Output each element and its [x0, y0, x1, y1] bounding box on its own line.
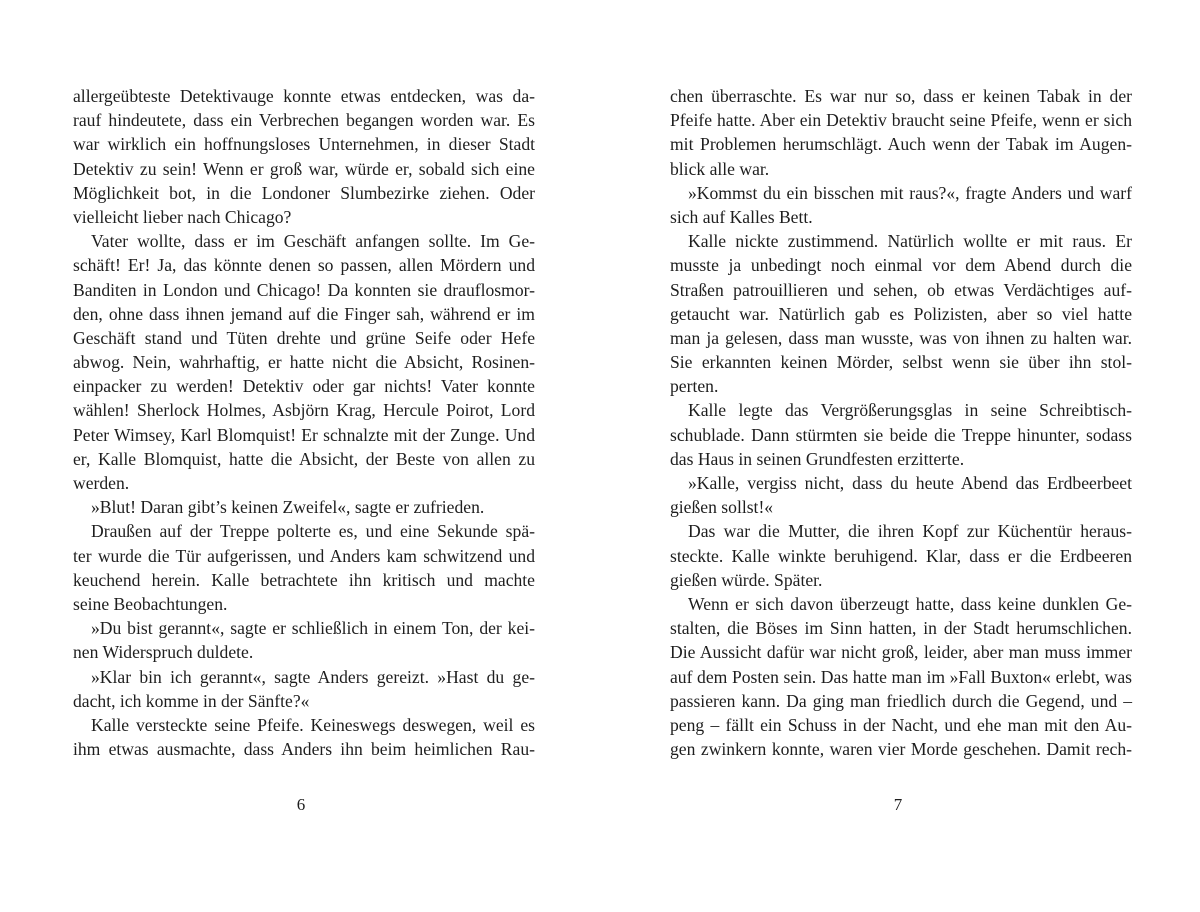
text-line: Pfeife hatte. Aber ein Detektiv braucht seine Pfeife, wenn er sich — [670, 110, 1132, 131]
text-line: allergeübteste Detektivauge konnte etwas entdecken, was da- — [73, 86, 535, 106]
text-line: keuchend herein. Kalle betrachtete ihn kritisch und machte — [73, 569, 535, 590]
text-line: chen überraschte. Es war nur so, dass er keinen Tabak in der — [670, 86, 1132, 106]
text-line: Draußen auf der Treppe polterte es, und eine Sekunde spä- — [91, 521, 535, 542]
text-line: abwog. Nein, wahrhaftig, er hatte nicht die Absicht, Rosinen- — [73, 352, 535, 373]
text-line: blick alle war. — [670, 158, 770, 179]
text-line: Möglichkeit bot, in die Londoner Slumbezirke ziehen. Oder — [73, 182, 535, 203]
text-line: gen zwinkern konnte, waren vier Morde geschehen. Damit rech- — [670, 739, 1132, 760]
text-line: »Blut! Daran gibt’s keinen Zweifel«, sagte er zufrieden. — [91, 497, 485, 518]
text-line: Sie erkannten keinen Mörder, selbst wenn sie über ihn stol- — [670, 352, 1132, 373]
left-page-text — [73, 84, 535, 761]
right-page-text — [670, 84, 1132, 761]
text-line: Geschäft stand und Tüten drehte und grüne Seife oder Hefe — [73, 327, 535, 348]
text-line: einpacker zu werden! Detektiv oder gar nichts! Vater konnte — [73, 376, 535, 397]
left-page-number: 6 — [296, 795, 306, 814]
text-line: war wirklich ein hoffnungsloses Unternehmen, in dieser Stadt — [73, 134, 535, 155]
text-line: passieren kann. Da ging man friedlich durch die Gegend, und – — [670, 690, 1132, 711]
text-line: perten. — [670, 376, 719, 397]
text-line: Kalle legte das Vergrößerungsglas in seine Schreibtisch- — [688, 400, 1132, 421]
text-line: das Haus in seinen Grundfesten erzitterte. — [670, 448, 965, 469]
text-line: nen Widerspruch duldete. — [73, 642, 254, 663]
text-line: man ja gelesen, dass man wusste, was von ihnen zu halten war. — [670, 327, 1132, 348]
text-line: vielleicht lieber nach Chicago? — [73, 206, 292, 227]
text-line: er, Kalle Blomquist, hatte die Absicht, der Beste von allen zu — [73, 448, 535, 469]
right-page-number: 7 — [893, 795, 903, 814]
text-line: Kalle nickte zustimmend. Natürlich wollte er mit raus. Er — [688, 231, 1132, 252]
text-line: Banditen in London und Chicago! Da konnten sie drauflosmor- — [73, 279, 535, 300]
text-line: dacht, ich komme in der Sänfte?« — [73, 690, 310, 711]
text-line: seine Beobachtungen. — [73, 593, 228, 614]
text-line: »Kommst du ein bisschen mit raus?«, fragte Anders und warf — [688, 182, 1132, 203]
text-line: peng – fällt ein Schuss in der Nacht, und ehe man mit den Au- — [670, 714, 1132, 735]
text-line: getaucht war. Natürlich gab es Polizisten, aber so viel hatte — [670, 303, 1132, 324]
text-line: Peter Wimsey, Karl Blomquist! Er schnalzte mit der Zunge. Und — [73, 424, 535, 445]
text-line: Kalle versteckte seine Pfeife. Keineswegs deswegen, weil es — [91, 714, 535, 735]
text-line: Detektiv zu sein! Wenn er groß war, würde er, sobald sich eine — [73, 158, 535, 179]
text-line: Das war die Mutter, die ihren Kopf zur Küchentür heraus- — [688, 521, 1132, 542]
text-line: mit Problemen herumschlägt. Auch wenn der Tabak im Augen- — [670, 134, 1132, 155]
text-line: Wenn er sich davon überzeugt hatte, dass keine dunklen Ge- — [688, 593, 1132, 614]
text-line: wählen! Sherlock Holmes, Asbjörn Krag, Hercule Poirot, Lord — [73, 400, 535, 421]
text-line: den, ohne dass ihnen jemand auf die Finger sah, während er im — [73, 303, 535, 324]
text-line: gießen würde. Später. — [670, 569, 823, 590]
text-line: »Kalle, vergiss nicht, dass du heute Abend das Erdbeerbeet — [688, 473, 1132, 493]
text-line: musste ja unbedingt noch einmal vor dem Abend durch die — [670, 255, 1132, 276]
right-page — [670, 84, 1132, 761]
text-line: steckte. Kalle winkte beruhigend. Klar, dass er die Erdbeeren — [670, 545, 1132, 566]
text-line: auf dem Posten sein. Das hatte man im »Fall Buxton« erlebt, was — [670, 666, 1132, 687]
text-line: Vater wollte, dass er im Geschäft anfangen sollte. Im Ge- — [91, 231, 535, 252]
text-line: sich auf Kalles Bett. — [670, 206, 813, 227]
text-line: rauf hindeutete, dass ein Verbrechen begangen worden war. Es — [73, 110, 535, 131]
text-line: ihm etwas ausmachte, dass Anders ihn beim heimlichen Rau- — [73, 739, 535, 760]
text-line: schäft! Er! Ja, das könnte denen so passen, allen Mördern und — [73, 255, 535, 276]
text-line: »Du bist gerannt«, sagte er schließlich in einem Ton, der kei- — [91, 618, 535, 639]
text-line: stalten, die Böses im Sinn hatten, in der Stadt herumschlichen. — [670, 618, 1132, 639]
left-page — [73, 84, 535, 761]
text-line: gießen sollst!« — [670, 497, 774, 518]
text-line: schublade. Dann stürmten sie beide die Treppe hinunter, sodass — [670, 424, 1132, 445]
text-line: ter wurde die Tür aufgerissen, und Anders kam schwitzend und — [73, 545, 535, 566]
text-line: werden. — [73, 473, 130, 493]
text-line: Die Aussicht dafür war nicht groß, leider, aber man muss immer — [670, 642, 1132, 663]
text-line: »Klar bin ich gerannt«, sagte Anders gereizt. »Hast du ge- — [91, 666, 535, 687]
text-line: Straßen patrouillieren und sehen, ob etwas Verdächtiges auf- — [670, 279, 1132, 300]
